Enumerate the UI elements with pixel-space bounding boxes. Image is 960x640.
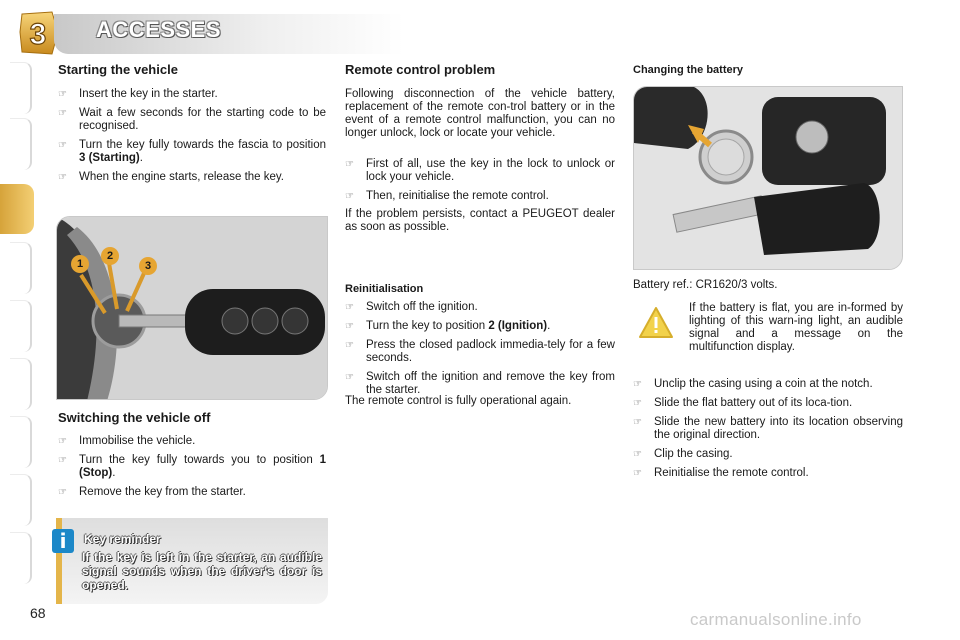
reinit-step-text: Switch off the ignition and remove the key from the starter.	[366, 371, 615, 396]
starting-step-text: Insert the key in the starter.	[79, 88, 218, 100]
pointing-hand-icon: ☞	[58, 172, 67, 183]
starting-step-text: Turn the key fully towards the fascia to position	[79, 139, 326, 151]
info-icon: i	[52, 529, 74, 553]
warning-triangle-icon	[638, 306, 674, 340]
pointing-hand-icon: ☞	[58, 436, 67, 447]
key-reminder-title: Key reminder	[84, 532, 161, 546]
reinit-step-punct: .	[547, 320, 551, 332]
pointing-hand-icon: ☞	[345, 302, 354, 313]
starting-step-text: Wait a few seconds for the starting code to be recognised.	[79, 107, 326, 132]
starting-step	[58, 88, 326, 101]
battery-step-text: Unclip the casing using a coin at the notch.	[654, 378, 873, 390]
pointing-hand-icon: ☞	[58, 108, 67, 119]
remote-step-text: Then, reinitialise the remote control.	[366, 190, 549, 202]
chapter-tab[interactable]	[10, 242, 32, 294]
reinit-step-emphasis: 2 (Ignition)	[488, 320, 548, 332]
battery-warning-text: If the battery is flat, you are in-formed by lighting of this warn-ing light, an audible signal and a message on the multifunction display.	[689, 302, 903, 353]
switch-off-step-text: Turn the key fully towards you to position	[79, 454, 320, 466]
pointing-hand-icon: ☞	[345, 340, 354, 351]
pointing-hand-icon: ☞	[345, 159, 354, 170]
reinit-step	[345, 371, 615, 397]
battery-step	[633, 378, 903, 391]
starting-step	[58, 171, 326, 184]
starting-step	[58, 107, 326, 133]
chapter-tab[interactable]	[10, 62, 32, 114]
key-reminder-text: If the key is left in the starter, an audible signal sounds when the driver's door is opened.	[82, 550, 322, 592]
pointing-hand-icon: ☞	[633, 417, 642, 428]
reinit-step-text: Switch off the ignition.	[366, 301, 478, 313]
switch-off-step	[58, 435, 326, 448]
pointing-hand-icon: ☞	[633, 449, 642, 460]
switch-off-step-emphasis: 1 (Stop)	[79, 454, 326, 479]
battery-reference: Battery ref.: CR1620/3 volts.	[633, 279, 778, 291]
battery-steps	[633, 378, 903, 486]
switch-off-steps	[58, 435, 326, 505]
reinit-step	[345, 320, 615, 333]
chapter-tab[interactable]	[10, 416, 32, 468]
pointing-hand-icon: ☞	[58, 455, 67, 466]
position-1-callout: 1	[71, 255, 89, 273]
battery-step	[633, 448, 903, 461]
remote-step	[345, 190, 615, 203]
remote-step-text: First of all, use the key in the lock to unlock or lock your vehicle.	[366, 158, 615, 183]
chapter-tab[interactable]	[10, 118, 32, 170]
starting-title: Starting the vehicle	[58, 62, 178, 77]
chapter-tab[interactable]	[10, 474, 32, 526]
chapter-tab[interactable]	[10, 532, 32, 584]
remote-steps	[345, 158, 615, 209]
reinit-step	[345, 301, 615, 314]
starting-step	[58, 139, 326, 165]
battery-step-text: Clip the casing.	[654, 448, 733, 460]
reinit-steps	[345, 301, 615, 403]
reinit-outro: The remote control is fully operational again.	[345, 395, 572, 407]
remote-intro: Following disconnection of the vehicle battery, replacement of the remote con-trol battery or in the event of a remote control malfunction, you can no longer unlock, lock or locate your vehicle.	[345, 88, 615, 139]
pointing-hand-icon: ☞	[633, 398, 642, 409]
pointing-hand-icon: ☞	[58, 487, 67, 498]
battery-step	[633, 416, 903, 442]
chapter-number: 3	[29, 18, 47, 51]
starting-step-punct: .	[139, 152, 143, 164]
reinit-step-text: Turn the key to position	[366, 320, 489, 332]
battery-step-text: Reinitialise the remote control.	[654, 467, 809, 479]
pointing-hand-icon: ☞	[345, 191, 354, 202]
page-title: ACCESSES	[96, 17, 222, 42]
watermark: carmanualsonline.info	[690, 610, 862, 629]
switch-off-step-text: Immobilise the vehicle.	[79, 435, 196, 447]
reinit-step	[345, 339, 615, 365]
chapter-tab[interactable]	[10, 300, 32, 352]
position-2-callout: 2	[101, 247, 119, 265]
switch-off-step-text: Remove the key from the starter.	[79, 486, 246, 498]
pointing-hand-icon: ☞	[633, 468, 642, 479]
remote-outro: If the problem persists, contact a PEUGEOT dealer as soon as possible.	[345, 208, 615, 233]
page-number: 68	[30, 605, 46, 621]
remote-problem-title: Remote control problem	[345, 62, 496, 77]
battery-step-text: Slide the new battery into its location observing the original direction.	[654, 416, 903, 441]
pointing-hand-icon: ☞	[58, 140, 67, 151]
battery-title: Changing the battery	[633, 64, 744, 76]
starting-steps	[58, 88, 326, 190]
switch-off-title: Switching the vehicle off	[58, 410, 211, 425]
chapter-tab[interactable]	[10, 358, 32, 410]
chapter-tab-active[interactable]	[0, 184, 34, 234]
reinit-title: Reinitialisation	[345, 283, 424, 295]
starting-step-text: When the engine starts, release the key.	[79, 171, 284, 183]
position-3-callout: 3	[139, 257, 157, 275]
battery-step	[633, 397, 903, 410]
battery-replacement-photo	[633, 86, 903, 270]
ignition-key-photo	[56, 216, 328, 400]
reinit-step-text: Press the closed padlock immedia-tely for a few seconds.	[366, 339, 615, 364]
pointing-hand-icon: ☞	[633, 379, 642, 390]
pointing-hand-icon: ☞	[345, 321, 354, 332]
switch-off-step-punct: .	[112, 467, 116, 479]
switch-off-step	[58, 486, 326, 499]
starting-step-emphasis: 3 (Starting)	[79, 152, 140, 164]
remote-step	[345, 158, 615, 184]
pointing-hand-icon: ☞	[345, 372, 354, 383]
chapter-tabs	[0, 60, 34, 580]
battery-step-text: Slide the flat battery out of its loca-tion.	[654, 397, 853, 409]
pointing-hand-icon: ☞	[58, 89, 67, 100]
battery-step	[633, 467, 903, 480]
switch-off-step	[58, 454, 326, 480]
